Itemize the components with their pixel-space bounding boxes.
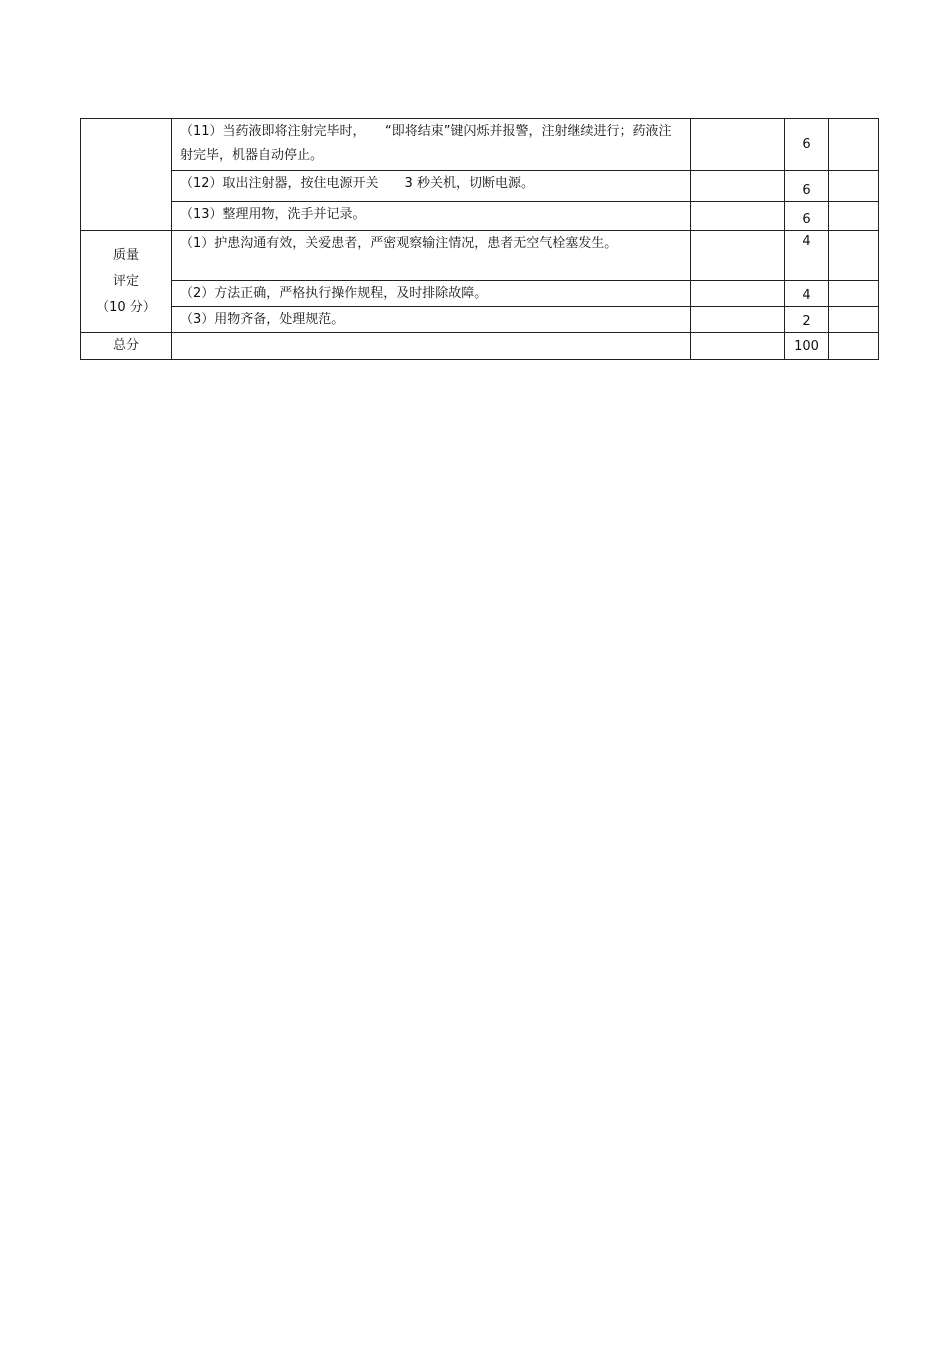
scoring-table — [80, 118, 879, 360]
blank-cell — [691, 307, 785, 333]
score-12: 6 — [785, 171, 829, 202]
total-score: 100 — [785, 333, 829, 360]
table-row — [81, 171, 879, 202]
score-13: 6 — [785, 202, 829, 231]
blank-cell — [691, 333, 785, 360]
deduction-cell — [829, 202, 879, 231]
deduction-cell — [829, 281, 879, 307]
blank-cell — [691, 281, 785, 307]
item-text-12: （12）取出注射器，按住电源开关 3 秒关机，切断电源。 — [172, 171, 691, 202]
quality-score-3: 2 — [785, 307, 829, 333]
table-row — [81, 202, 879, 231]
score-11: 6 — [785, 119, 829, 171]
item-text-11: （11）当药液即将注射完毕时， “即将结束”键闪烁并报警，注射继续进行；药液注射完毕，机器自动停止。 — [172, 119, 691, 171]
quality-item-1: （1）护患沟通有效，关爱患者，严密观察输注情况，患者无空气栓塞发生。 — [172, 231, 691, 281]
operation-category-cell — [81, 119, 172, 231]
table-row — [81, 333, 879, 360]
quality-score-1: 4 — [785, 231, 829, 281]
table-row — [81, 231, 879, 281]
quality-category-line-2: 评定 — [112, 273, 139, 289]
quality-item-3: （3）用物齐备，处理规范。 — [172, 307, 691, 333]
table-row — [81, 307, 879, 333]
quality-item-2: （2）方法正确，严格执行操作规程，及时排除故障。 — [172, 281, 691, 307]
item-text-13: （13）整理用物，洗手并记录。 — [172, 202, 691, 231]
deduction-cell — [829, 333, 879, 360]
quality-category-line-1: 质量 — [112, 247, 139, 263]
quality-category-line-3: （10 分） — [96, 299, 156, 315]
quality-score-2: 4 — [785, 281, 829, 307]
table-row — [81, 119, 879, 171]
table-row — [81, 281, 879, 307]
deduction-cell — [829, 307, 879, 333]
blank-cell — [172, 333, 691, 360]
blank-cell — [691, 119, 785, 171]
blank-cell — [691, 171, 785, 202]
deduction-cell — [829, 171, 879, 202]
blank-cell — [691, 202, 785, 231]
total-label: 总分 — [81, 333, 172, 360]
quality-category-cell — [81, 231, 172, 333]
blank-cell — [691, 231, 785, 281]
deduction-cell — [829, 119, 879, 171]
deduction-cell — [829, 231, 879, 281]
